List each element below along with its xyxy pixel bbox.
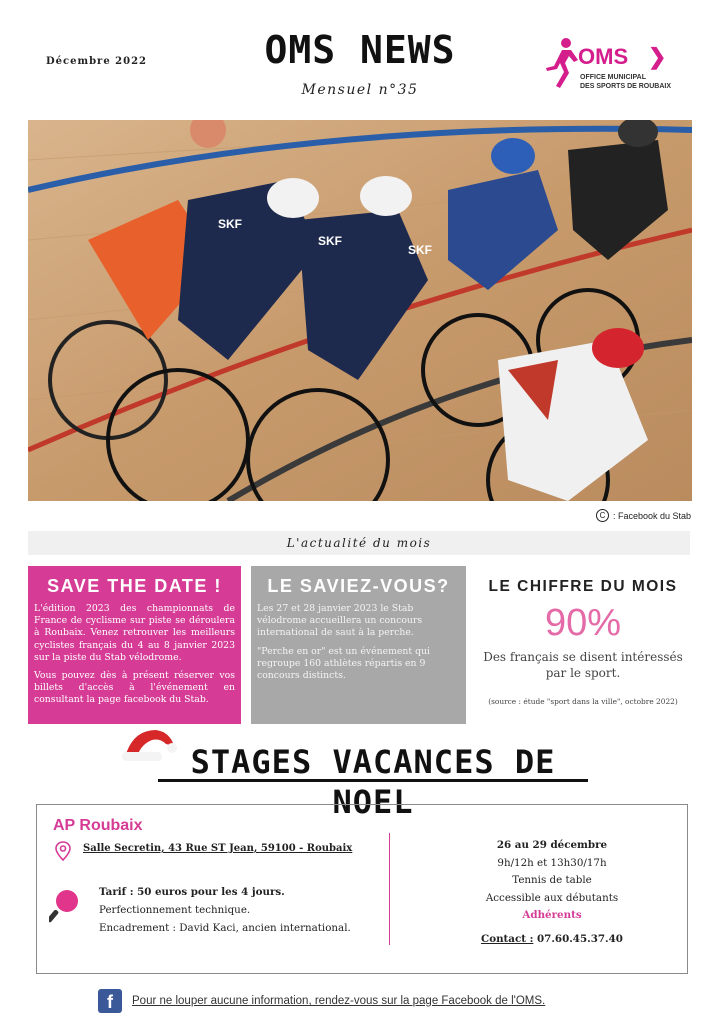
stage-card — [36, 804, 688, 974]
facebook-link[interactable]: Pour ne louper aucune information, rendez-vous sur la page Facebook de l'OMS. — [132, 995, 546, 1007]
save-the-date-paragraph-2: Vous pouvez dès à présent réserver vos billets d'accès à l'événement en consultant la page facebook du Stab. — [34, 670, 235, 706]
stage-audience: Adhérents — [522, 909, 582, 921]
stage-hours: 9h/12h et 13h30/17h — [497, 856, 607, 869]
le-saviez-vous-box — [251, 566, 466, 724]
issue-date: Décembre 2022 — [46, 56, 148, 67]
footer — [98, 988, 618, 1014]
ping-pong-paddle-icon — [49, 889, 79, 923]
facebook-icon[interactable]: f — [98, 989, 122, 1013]
jersey-text: SKF — [218, 217, 242, 231]
copyright-icon: C — [596, 509, 609, 522]
velodrome-scene — [28, 120, 692, 501]
chevron-right-icon: ❯ — [648, 44, 667, 69]
stage-schedule — [427, 837, 677, 948]
save-the-date-paragraph-1: L'édition 2023 des championnats de France de cyclisme sur piste se déroulera à Roubaix. Venez retrouver les meilleurs cyclistes français du 4 au 8 janvier 2023 sur la piste du Stab vélodrome. — [34, 603, 235, 663]
photo-credit — [596, 509, 691, 522]
chiffre-du-mois-box — [476, 566, 690, 724]
stage-contact — [427, 931, 677, 949]
jersey-text: SKF — [408, 243, 432, 257]
runner-icon — [540, 36, 580, 92]
chiffre-source: (source : étude "sport dans la ville", octobre 2022) — [488, 697, 678, 706]
stage-price: Tarif : 50 euros pour les 4 jours. — [99, 886, 285, 898]
stage-level: Accessible aux débutants — [485, 891, 619, 904]
chiffre-description: Des français se disent intéressés par le sport. — [483, 650, 683, 680]
stages-title: STAGES VACANCES DE NOEL — [158, 742, 588, 782]
card-divider — [389, 833, 390, 945]
jersey-text: SKF — [318, 234, 342, 248]
le-saviez-vous-title: LE SAVIEZ-VOUS? — [267, 576, 450, 596]
save-the-date-box — [28, 566, 241, 724]
oms-logo — [540, 36, 690, 96]
stage-address: Salle Secretin, 43 Rue ST Jean, 59100 - Roubaix — [83, 843, 353, 854]
stage-coach: Encadrement : David Kaci, ancien international. — [99, 922, 351, 934]
cyclists-photo — [28, 120, 692, 501]
contact-phone: 07.60.45.37.40 — [536, 932, 623, 945]
section-heading: L'actualité du mois — [28, 531, 690, 555]
le-saviez-vous-paragraph-1: Les 27 et 28 janvier 2023 le Stab vélodrome accueillera un concours international de saut à la perche. — [257, 603, 423, 639]
save-the-date-title: SAVE THE DATE ! — [47, 576, 222, 596]
logo-name: OMS — [578, 44, 629, 69]
logo-line-2: DES SPORTS DE ROUBAIX — [580, 83, 672, 90]
newsletter-title: OMS NEWS — [264, 28, 456, 72]
stage-sport: Tennis de table — [512, 874, 592, 886]
le-saviez-vous-paragraph-2: "Perche en or" est un événement qui regroupe 160 athlètes répartis en 9 concours distincts. — [257, 645, 430, 682]
chiffre-du-mois-title: LE CHIFFRE DU MOIS — [488, 578, 678, 595]
stage-focus: Perfectionnement technique. — [99, 904, 251, 916]
stage-dates: 26 au 29 décembre — [496, 839, 608, 851]
chiffre-value: 90% — [544, 602, 622, 644]
issue-number: Mensuel n°35 — [301, 82, 419, 98]
stage-details — [99, 883, 351, 937]
logo-line-1: OFFICE MUNICIPAL — [580, 74, 646, 81]
photo-credit-text: : Facebook du Stab — [613, 510, 692, 521]
contact-label: Contact : — [481, 932, 534, 945]
location-pin-icon — [55, 841, 71, 861]
club-name: AP Roubaix — [53, 817, 143, 834]
